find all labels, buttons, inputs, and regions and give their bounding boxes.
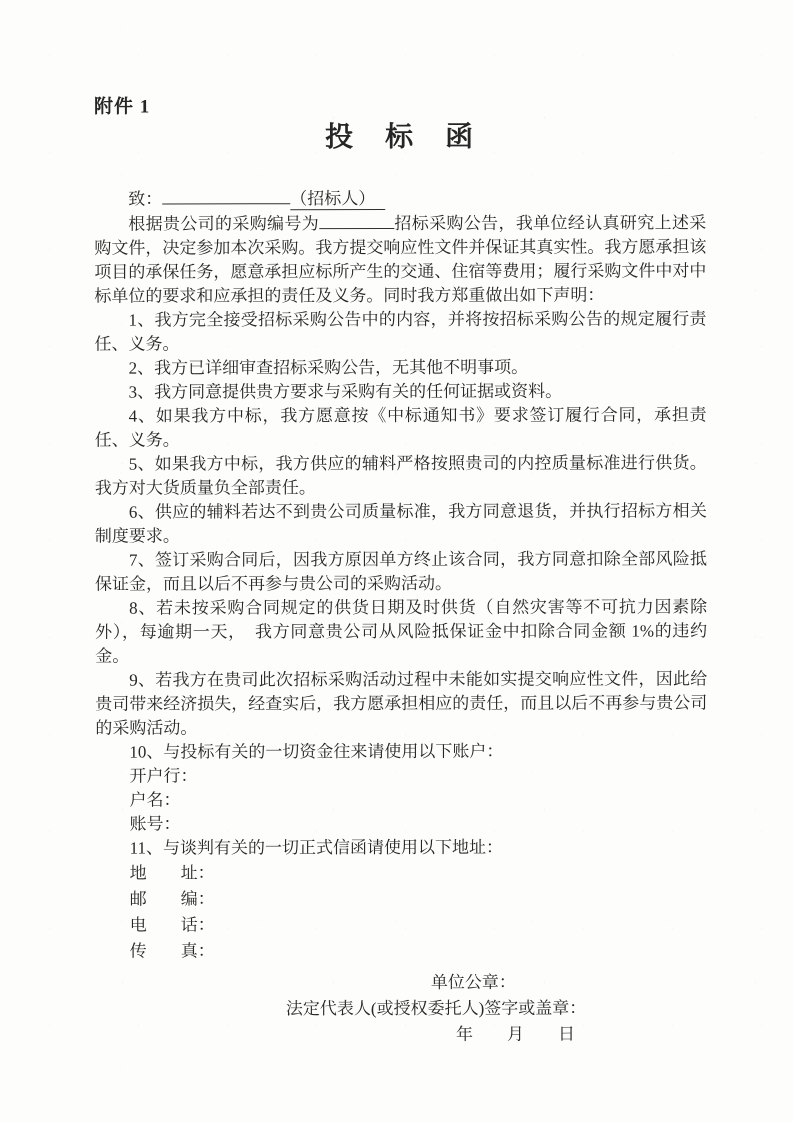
legal-representative-line: 法定代表人(或授权委托人)签字或盖章： — [285, 998, 587, 1019]
address-field-address: 地 址： — [129, 863, 215, 883]
company-seal-line: 单位公章： — [430, 972, 516, 992]
declaration-item-4: 4、如果我方中标，我方愿意按《中标通知书》要求签订履行合同，承担责任、义务。 — [94, 405, 707, 450]
bank-field-account-name: 户名： — [129, 790, 181, 810]
addressee-blank — [162, 186, 290, 204]
document-title: 投 标 函 — [325, 121, 476, 154]
intro-text-after-blank: 招标采购公告，我单位经认真研究上述采购文件，决定参加本次采购。我方提交响应性文件并保证其真实性。我方愿承担该项目的承保任务，愿意承担应标所产生的交通、住宿等费用；履行采购文件中对中标单位的要求和应承担的责任及义务。同时我方郑重做出如下声明： — [94, 213, 707, 306]
date-line: 年 月 日 — [455, 1024, 575, 1044]
attachment-label: 附件 1 — [94, 96, 151, 118]
intro-text-before-blank: 根据贵公司的采购编号为 — [128, 214, 320, 234]
declaration-item-6: 6、供应的辅料若达不到贵公司质量标准，我方同意退货，并执行招标方相关制度要求。 — [94, 501, 707, 546]
salutation-line — [94, 185, 706, 211]
address-field-phone: 电 话： — [129, 915, 215, 935]
declaration-item-9: 9、若我方在贵司此次招标采购活动过程中未能如实提交响应性文件，因此给贵司带来经济损失，经查实后，我方愿承担相应的责任，而且以后不再参与贵公司的采购活动。 — [95, 669, 708, 738]
declaration-item-2: 2、我方已详细审查招标采购公告，无其他不明事项。 — [128, 357, 529, 378]
bid-letter-document — [94, 94, 708, 1048]
bank-field-account-number: 账号： — [129, 814, 181, 834]
bank-field-opening-bank: 开户行： — [129, 766, 198, 786]
procurement-number-blank — [319, 211, 394, 229]
address-field-fax: 传 真： — [129, 941, 215, 961]
declaration-item-5: 5、如果我方中标，我方供应的辅料严格按照贵司的内控质量标准进行供货。我方对大货质量负全部责任。 — [94, 453, 707, 498]
signature-block — [96, 969, 708, 1048]
intro-paragraph — [94, 210, 706, 308]
declaration-item-7: 7、签订采购合同后，因我方原因单方终止该合同，我方同意扣除全部风险抵保证金，而且以后不再参与贵公司的采购活动。 — [95, 549, 707, 594]
bank-section-intro: 10、与投标有关的一切资金往来请使用以下账户： — [129, 741, 504, 762]
salutation-prefix: 致： — [128, 189, 163, 209]
declaration-item-1: 1、我方完全接受招标采购公告中的内容，并将按招标采购公告的规定履行责任、义务。 — [94, 309, 707, 354]
address-field-postcode: 邮 编： — [129, 889, 215, 909]
address-section-intro: 11、与谈判有关的一切正式信函请使用以下地址： — [129, 837, 503, 858]
addressee-hint: （招标人） — [290, 189, 385, 210]
declaration-item-3: 3、我方同意提供贵方要求与采购有关的任何证据或资料。 — [128, 381, 563, 402]
declaration-item-8: 8、若未按采购合同规定的供货日期及时供货（自然灾害等不可抗力因素除外），每逾期一天， 我方同意贵公司从风险抵保证金中扣除合同金额 1%的违约金。 — [95, 597, 708, 666]
